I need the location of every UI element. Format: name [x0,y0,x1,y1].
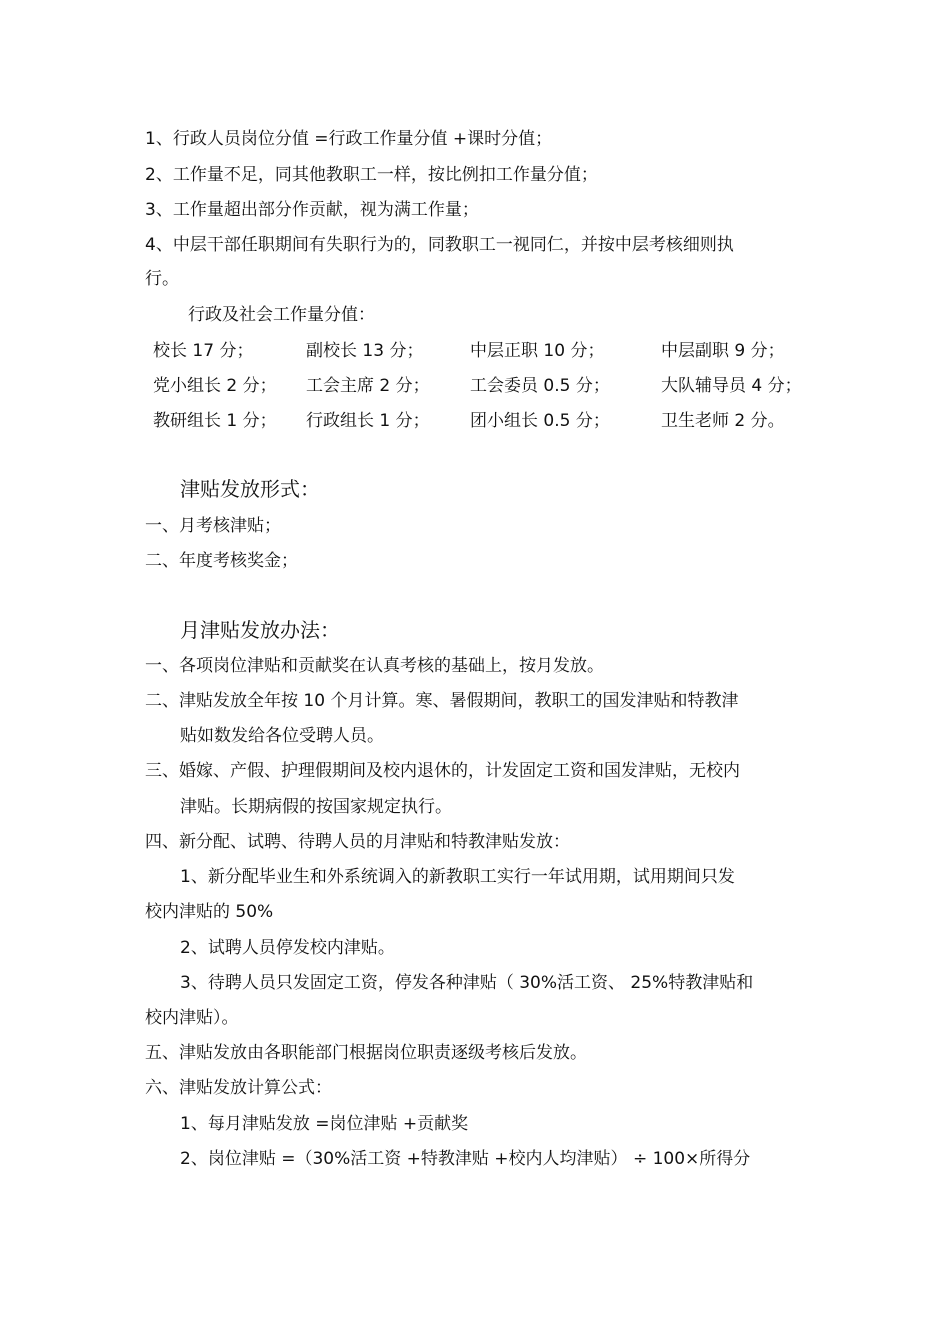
workload-cell: 教研组长 1 分； [153,411,277,431]
method-heading: 月津贴发放办法： [180,618,340,642]
method-line: 三、婚嫁、产假、护理假期间及校内退休的，计发固定工资和国发津贴，无校内 [145,761,740,781]
method-line: 2、试聘人员停发校内津贴。 [180,938,395,958]
method-line: 校内津贴的 50% [145,902,274,922]
method-line: 贴如数发给各位受聘人员。 [180,726,384,746]
rule-line: 1、行政人员岗位分值 =行政工作量分值 +课时分值； [145,129,553,149]
method-line: 1、新分配毕业生和外系统调入的新教职工实行一年试用期，试用期间只发 [180,867,735,887]
workload-cell: 卫生老师 2 分。 [661,411,785,431]
workload-cell: 行政组长 1 分； [306,411,430,431]
form-item: 二、年度考核奖金； [145,551,298,571]
rule-line: 2、工作量不足，同其他教职工一样，按比例扣工作量分值； [145,165,598,185]
workload-cell: 团小组长 0.5 分； [470,411,610,431]
workload-cell: 党小组长 2 分； [153,376,277,396]
method-line: 一、各项岗位津贴和贡献奖在认真考核的基础上，按月发放。 [145,656,604,676]
method-line: 四、新分配、试聘、待聘人员的月津贴和特教津贴发放： [145,832,570,852]
method-line: 校内津贴）。 [145,1008,239,1028]
method-line: 五、津贴发放由各职能部门根据岗位职责逐级考核后发放。 [145,1043,587,1063]
workload-cell: 校长 17 分； [153,341,254,361]
workload-cell: 大队辅导员 4 分； [661,376,802,396]
method-line: 六、津贴发放计算公式： [145,1078,332,1098]
workload-cell: 中层副职 9 分； [661,341,785,361]
workload-cell: 工会委员 0.5 分； [470,376,610,396]
workload-cell: 中层正职 10 分； [470,341,605,361]
workload-cell: 副校长 13 分； [306,341,424,361]
form-heading: 津贴发放形式： [180,477,320,501]
form-item: 一、月考核津贴； [145,516,281,536]
workload-title: 行政及社会工作量分值： [188,305,375,325]
workload-cell: 工会主席 2 分； [306,376,430,396]
rule-line: 行。 [145,269,179,289]
method-line: 1、每月津贴发放 =岗位津贴 +贡献奖 [180,1114,469,1134]
method-line: 津贴。长期病假的按国家规定执行。 [180,797,452,817]
method-line: 2、岗位津贴 =（30%活工资 +特教津贴 +校内人均津贴） ÷ 100×所得分 [180,1149,751,1169]
rule-line: 3、工作量超出部分作贡献，视为满工作量； [145,200,479,220]
rule-line: 4、中层干部任职期间有失职行为的，同教职工一视同仁，并按中层考核细则执 [145,235,734,255]
method-line: 3、待聘人员只发固定工资，停发各种津贴（ 30%活工资、 25%特教津贴和 [180,973,754,993]
method-line: 二、津贴发放全年按 10 个月计算。寒、暑假期间，教职工的国发津贴和特教津 [145,691,739,711]
